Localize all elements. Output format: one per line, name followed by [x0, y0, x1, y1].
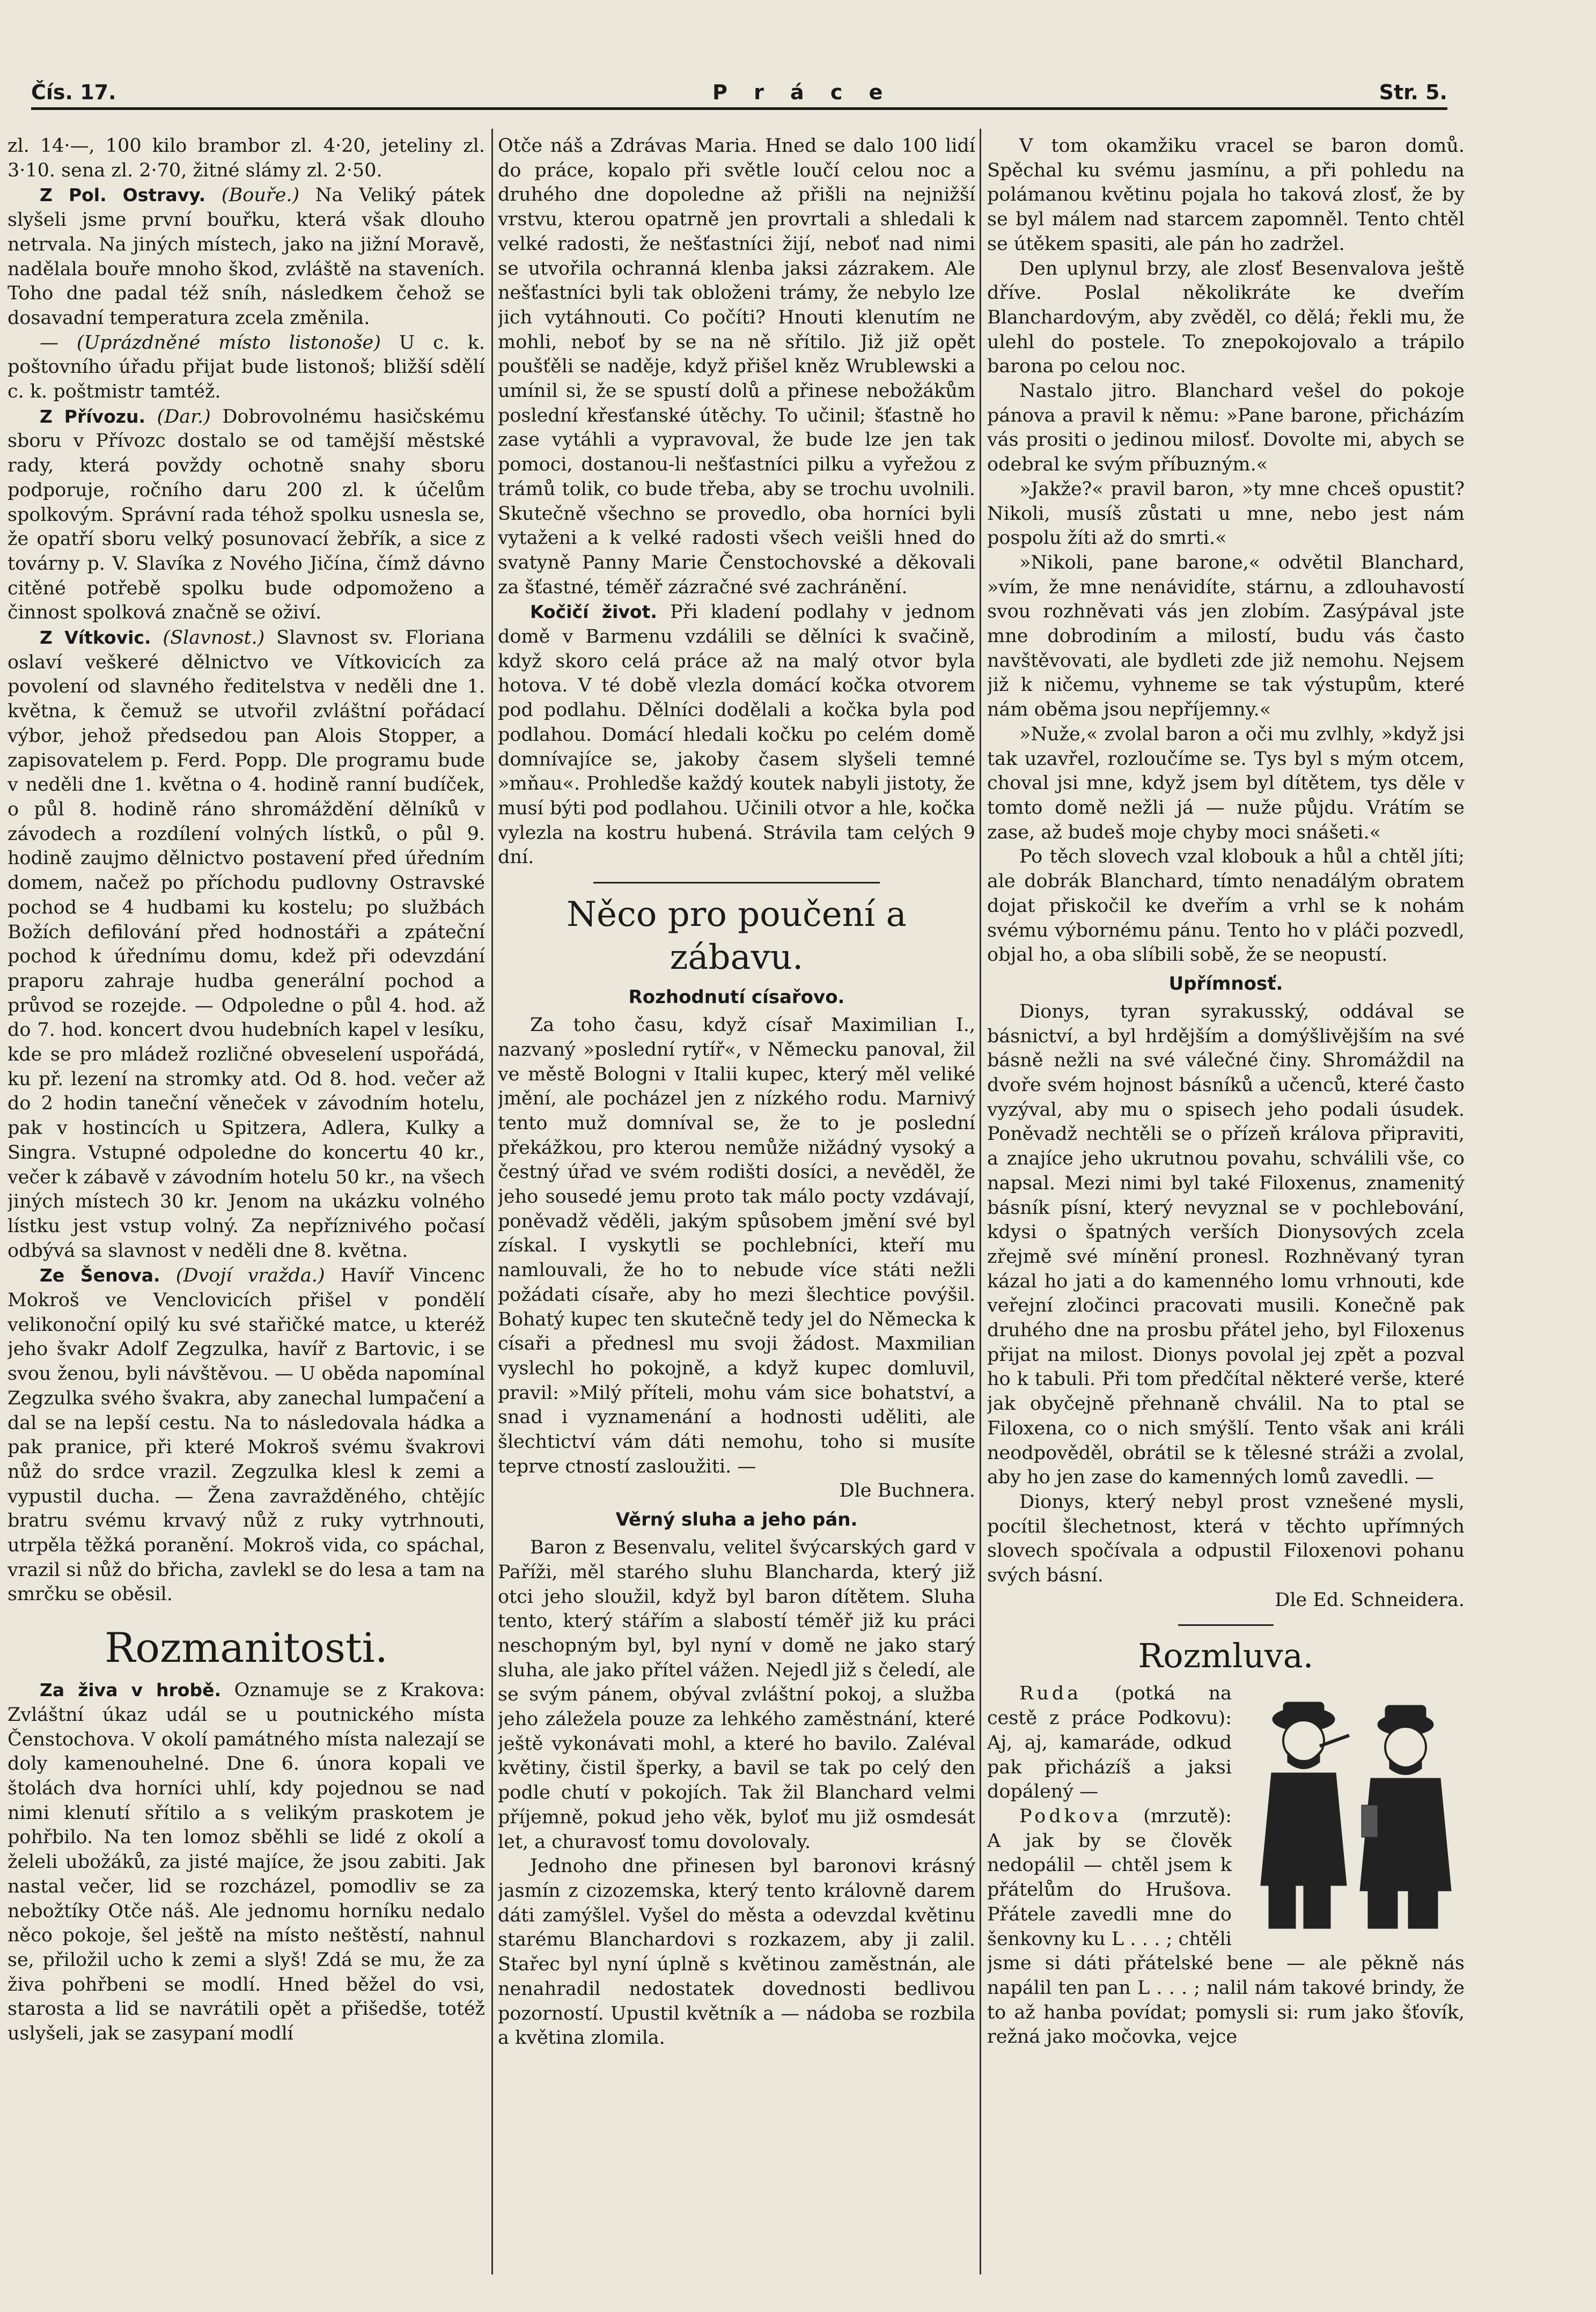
story-text: Jednoho dne přinesen byl baronovi krásný jasmín z cizozemska, který tento královně darem dáti zamýšlel. Vyšel do města a odevzdal květinu starému Blanchardovi s rozkazem, aby ji zalil. Stařec byl nyní úplně s květinou zaměstnán, ale nenahradil nedostatek dovednosti bedlivou pozorností. Upustil květník a — nádoba se rozbila a květina zlomila. — [498, 1856, 975, 2049]
section-divider — [1178, 1624, 1274, 1626]
story-text: Za toho času, když císař Maximilian I., nazvaný »poslední rytíř«, v Německu panoval, žil ve městě Bologni v Italii kupec, který měl veliké jmění, ale pocházel jen z nízkého rodu. Marnivý tento muž domníval se, že to je poslední překážkou, pro kterou nemůže nižádný vysoký a čestný úřad ve svém rodišti dosíci, a nevěděl, že jeho sousedé jemu proto tak málo pocty vzdávají, poněvadž věděli, jakým spůsobem jmění své byl získal. I vyskytli se pochlebníci, kteří mu namlouvali, že ho to nebude více státi nežli požádati císaře, aby ho mezi šlechtice povýšil. Bohatý kupec ten skutečně tedy jel do Německa k císaři a přednesl mu svoji žádost. Maxmilian vyslechl ho pokojně, a když kupec domluvil, pravil: »Milý příteli, mohu vám sice bohatství, a snad i vyznamenání a hodnosti uděliti, ale šlechtictví vám dáti nemohu, toho si musíte teprve ctností zasloužiti. — — [498, 1014, 975, 1477]
section-heading-rozmanitosti: Rozmanitosti. — [105, 1624, 388, 1672]
newspaper-title: P r á c e — [712, 80, 893, 104]
story-text: Den uplynul brzy, ale zlosť Besenvalova ještě dříve. Poslal několikráte ke dveřím Blanchardovým, aby zvěděl, co dělá; řekli mu, že ulehl do postele. To znepokojovalo a trápilo barona po celou noc. — [987, 257, 1465, 378]
article-text: U c. k. poštovního úřadu přijat bude listonoš; bližší sdělí c. k. poštmistr tamtéž. — [8, 332, 485, 403]
column-1 — [8, 134, 485, 2274]
article-text: Dobrovolnému hasičskému sboru v Přívozc dostalo se od tamější městské rady, která povždy ochotně snahy sboru podporuje, ročního daru 200 zl. k účelům spolkovým. Správní rada téhož spolku usnesla se, že opatří sboru velký posunovací žebřík, a sice z továrny p. V. Slavíka z Nového Jičína, čímž dávno citěné potřebě spolku bude odpomoženo a činnost spolková značně se oživí. — [8, 406, 485, 624]
article-heading: Z Přívozu. — [40, 406, 146, 427]
article-ostrava — [8, 183, 485, 330]
article-heading: Z Pol. Ostravy. — [40, 185, 206, 206]
story-text: Dionys, tyran syrakusský, oddával se básnictví, a byl hrdějším a domýšlivějším na své básně nežli na své válečné činy. Shromáždil na dvoře svém hojnost básníků a učenců, které často vyzýval, aby mu o spisech jeho podali úsudek. Poněvadž nechtěli se o přízeň králova připraviti, a znajíce jeho ukrutnou povahu, schválili vše, co napsal. Mezi nimi byl také Filoxenus, znamenitý básník písní, který nevyznal se v pochlebování, kdysi o špatných verších Dionysových zcela zřejmě své mínění pronesl. Rozhněvaný tyran kázal ho jati a do kamenného lomu vrhnouti, kde veřejní zločinci pracovati musili. Konečně pak druhého dne na prosbu přátel jeho, byl Filoxenus přijat na milost. Dionys povolal jej zpět a pozval ho k tabuli. Při tom předčítal některé verše, které jak obyčejně přehnaně chválil. Na to ptal se Filoxena, co o nich smýšlí. Tento však ani králi neodpověděl, obrátil se k tělesné stráži a zvolal, aby ho jen zase do kamenných lomů zavedli. — — [987, 1000, 1465, 1489]
article-text: Při kladení podlahy v jednom domě v Barmenu vzdálili se dělníci k svačině, když skoro celá práce až na malý otvor byla hotova. V té době vlezla domácí kočka otvorem pod podlahu. Dělníci dodělali a kočka byla pod podlahou. Domácí hledali kočku po celém domě domnívajíce se, jakoby časem slyšeli temné »mňau«. Prohledše každý koutek nabyli jistoty, že musí býti pod podlahou. Učinili otvor a hle, kočka vylezla na kostru hubená. Strávila tam celých 9 dní. — [498, 601, 975, 868]
article-heading: Ze Šenova. — [40, 1265, 160, 1286]
article-vitkovice — [8, 625, 485, 1263]
story-text: »Nikoli, pane barone,« odvětil Blanchard, »vím, že mne nenávidíte, stárnu, a zdlouhavostí svou rozhněvati vás jen zlobím. Zasýpával jste mne dobrodiním a milostí, budu vás často navštěvovati, ale bydleti zde již nemohu. Nejsem již k ničemu, vyhneme se tak výstupům, které nám oběma jsou nepříjemny.« — [987, 551, 1465, 721]
story-text: »Jakže?« pravil baron, »ty mne chceš opustit? Nikoli, musíš zůstati u mne, nebo jest nám pospolu žíti až do smrti.« — [987, 478, 1465, 549]
story-text: Baron z Besenvalu, velitel švýcarských gard v Paříži, měl starého sluhu Blancharda, který již otci jeho sloužil, když byl baron dítětem. Sluha tento, který stářím a slabostí téměř již ku práci neschopným byl, byl nyní v domě ne jako starý sluha, ale jako přítel vážen. Nejedl již s čeledí, ale se svým pánem, obýval zvláštní pokoj, a služba jeho záležela pouze za lehkého zaměstnání, které ještě vykonávati mohl, a které ho bavilo. Zaléval květiny, čistil šperky, a bavil se tak po celý den podle chutí v pokojích. Tak žil Blanchard velmi příjemně, pokud jeho věk, byloť mu již osmdesát let, a churavosť tomu dovolovaly. — [498, 1537, 975, 1853]
issue-number: Čís. 17. — [31, 80, 116, 104]
story-signature: Dle Ed. Schneidera. — [1275, 1589, 1465, 1611]
story-text: Nastalo jitro. Blanchard vešel do pokoje pánova a pravil k němu: »Pane barone, přicházím vás prositi o jedinou milosť. Dovolte mi, abych se odebral ke svým příbuzným.« — [987, 380, 1465, 476]
article-tag: (Slavnost.) — [163, 627, 265, 649]
article-kocici-zivot — [498, 600, 975, 870]
article-privoz — [8, 404, 485, 625]
article-za-ziva — [8, 1678, 485, 2046]
dialogue-text: Aj, aj, kamaráde, odkud pak přicházíš a jaksi dopálený — — [987, 1732, 1232, 1803]
article-heading: Za živa v hrobě. — [40, 1680, 221, 1701]
column-3 — [987, 134, 1465, 2274]
article-postman — [8, 331, 485, 404]
stage-direction: (mrzutě): — [1143, 1806, 1232, 1827]
story-text: »Nuže,« zvolal baron a oči mu zvlhly, »když jsi tak uzavřel, rozloučíme se. Tys byl s mým otcem, choval jsi mne, když jsem byl dítětem, tys děle v tomto domě nežli já — nuže půjdu. Vrátím se zase, až budeš moje chyby moci snášeti.« — [987, 723, 1465, 843]
page-number: Str. 5. — [1379, 80, 1447, 104]
story-title-verny: Věrný sluha a jeho pán. — [615, 1509, 858, 1531]
story-signature: Dle Buchnera. — [839, 1480, 975, 1502]
two-miners-illustration — [1239, 1682, 1465, 1934]
article-tag: (Dar.) — [157, 406, 211, 428]
column-rule-1 — [491, 129, 493, 2274]
market-prices: zl. 14·—, 100 kilo brambor zl. 4·20, jeteliny zl. 3·10. sena zl. 2·70, žitné slámy zl. 2·50. — [8, 135, 485, 181]
column-rule-2 — [980, 129, 981, 2274]
article-heading: Kočičí život. — [530, 601, 657, 623]
article-tag: (Dvojí vražda.) — [175, 1265, 325, 1287]
article-text: Oznamuje se z Krakova: Zvláštní úkaz udál se u poutnického místa Čenstochova. V okolí památného místa nalezají se doly kamenouhelné. Dne 6. února kopali ve štolách dva horníci uhlí, kdy pojednou se nad nimi klenutí sřítilo a s velikým praskotem je pohřbilo. Na ten lomoz sběhli se lidé z okolí a želeli ubožáků, za jisté majíce, že jsou zabiti. Jak nastal večer, lid se rozcházel, pomodliv se za nebožtíky Otče náš. Ale jednomu horníku nedalo něco pokoje, šel ještě na místo neštěstí, nahnul se, přiložil ucho k zemi a slyš! Zdá se mu, že za živa pohřbeni se modlí. Hned běžel do vsi, starosta a lid se navrátili opět a přišedše, totéž uslyšeli, jak se zasypaní modlí — [8, 1680, 485, 2045]
section-heading-neco: Něco pro poučení a zábavu. — [567, 895, 907, 978]
article-za-ziva-continued: Otče náš a Zdrávas Maria. Hned se dalo 100 lidí do práce, kopalo při světle loučí celou noc a druhého dne dopoledne až přišli na nejnižší vrstvu, kterou opatrně jen provrtali a shledali k velké radosti, že nešťastníci žijí, neboť nad nimi se utvořila ochranná klenba jaksi zázrakem. Ale nešťastníci byli tak obloženi trámy, že nebylo lze jich vytáhnouti. Co počíti? Hnouti klenutím ne mohli, neboť by se na ně sřítilo. Již již opět poušťěli se naděje, když přišel kněz Wrublewski a umínil si, že se spustí dolů a přinese nebožákům poslední křesťanské útěchy. To učinil; šťastně ho zase vytáhli a vypravoval, že bude lze jen tak pomoci, dostanou-li nešťastníci pilku a vyřežou z trámů tolik, co bude třeba, aby se trochu uvolnili. Skutečně všechno se provedlo, oba horníci byli vytaženi a k velké radosti všech veišli hned do svatyně Panny Marie Čenstochovské a děkovali za šťastné, téměř zázračné své zachránění. — [498, 135, 975, 598]
story-text: V tom okamžiku vracel se baron domů. Spěchal ku svému jasmínu, a při pohledu na polámanou květinu pojala ho taková zlosť, že by se byl málem nad starcem zapomněl. Tento chtěl se útěkem spasiti, ale pán ho zadržel. — [987, 135, 1465, 255]
story-text: Dionys, který nebyl prost vznešené mysli, pocítil šlechetnost, která v těchto upřímných slovech spočívala a odpustil Filoxenovi pohanu svých básní. — [987, 1491, 1465, 1587]
article-text: Havíř Vincenc Mokroš ve Venclovicích přišel v pondělí velikonoční opilý ku své stařičké matce, u kteréž jeho švakr Adolf Zegzulka, havíř z Bartovic, i se svou ženou, byli návštěvou. — U oběda napomínal Zegzulka svého švakra, aby zanechal lumpačení a dal se na lepší cestu. Na to následovala hádka a pak pranice, při které Mokroš svému švakrovi nůž do srdce vrazil. Zegzulka klesl k zemi a vypustil ducha. — Žena zavražděného, chtějíc bratru svému krvavý nůž z ruky vytrhnouti, utrpěla těžká poranění. Mokroš vida, co spáchal, vrazil si nůž do břicha, zavlekl se do lesa a tam na smrčku se oběsil. — [8, 1265, 485, 1606]
column-2 — [498, 134, 975, 2274]
article-senov — [8, 1263, 485, 1607]
story-text: Po těch slovech vzal klobouk a hůl a chtěl jíti; ale dobrák Blanchard, tímto nenadálým obratem dojat přiskočil ke dveřím a vrhl se k nohám svému výbornému pánu. Tento ho v pláči pozvedl, objal ho, a oba slíbili sobě, že se neopustí. — [987, 846, 1465, 966]
section-divider — [593, 882, 880, 883]
article-text: Na Veliký pátek slyšeli jsme první bouřku, která však dlouho netrvala. Na jiných místech, jako na jižní Moravě, nadělala bouře mnoho škod, zvláště na staveních. Toho dne padal též sníh, následkem čehož se dosavadní temperatura zcela změnila. — [8, 185, 485, 329]
stage-direction: (potká na cestě z práce Podkovu): — [987, 1683, 1232, 1729]
article-text: Slavnost sv. Floriana oslaví veškeré dělnictvo ve Vítkovicích za povolení od slavného ředitelstva v neděli dne 1. května, k čemuž se utvořil zvláštní pořádací výbor, jehož předsedou pan Alois Stopper, a zapisovatelem p. Ferd. Popp. Dle programu bude v neděli dne 1. května o 4. hodině ranní budíček, o půl 8. hodině ráno shromáždění dělníků v závodech a rozdílení volných lístků, o půl 9. hodině zaujmo dělnictvo postavení před úředním domem, načež po příchodu pudlovny Ostravské pochod se 4 hudbami ku kostelu; po službách Božích defilování před hodnostáři a zpáteční pochod k úřednímu domu, kdež při odevzdání praporu zahraje hudba generální pochod a průvod se rozejde. — Odpoledne o půl 4. hod. až do 7. hod. koncert dvou hudebních kapel v lesíku, kde se pro mládež rozličné obveselení uspořádá, ku př. lezení na stromky atd. Od 8. hod. večer až do 2 hodin taneční věneček v závodním hotelu, pak v hostincích u Spitzera, Adlera, Kulky a Singra. Vstupné odpoledne do koncertu 40 kr., večer k zábavě v závodním hotelu 50 kr., na všech jiných místech 30 kr. Jenom na ukázku volného lístku jest vstup volný. Za nepříznivého počasí odbývá sa slavnost v neděli dne 8. května. — [8, 627, 485, 1262]
article-tag: (Bouře.) — [221, 185, 300, 207]
story-title-uprimnost: Upřímnosť. — [1168, 973, 1283, 995]
dialogue-text: A jak by se člověk nedopálil — chtěl jsem k přátelům do Hrušova. Přátele zavedli mne do šenkovny ku L . . . ; chtěli jsme si dáti přátelské bene — ale pěkně nás napálil ten pan L . . . ; nalil nám takové brindy, že to až hanba povídat; pomysli si: rum jako šťovík, režná jako močovka, vejce — [987, 1830, 1465, 2048]
speaker-name: Ruda — [1019, 1683, 1082, 1705]
header-rule — [31, 107, 1447, 110]
section-heading-rozmluva: Rozmluva. — [1138, 1636, 1314, 1676]
speaker-name: Podkova — [1019, 1806, 1122, 1827]
story-title-rozhodnuti: Rozhodnutí císařovo. — [628, 986, 845, 1008]
dialogue-illustration — [1239, 1682, 1465, 1934]
article-heading: Z Vítkovic. — [40, 627, 151, 649]
article-tag: — (Uprázdněné místo listonoše) — [40, 332, 381, 354]
